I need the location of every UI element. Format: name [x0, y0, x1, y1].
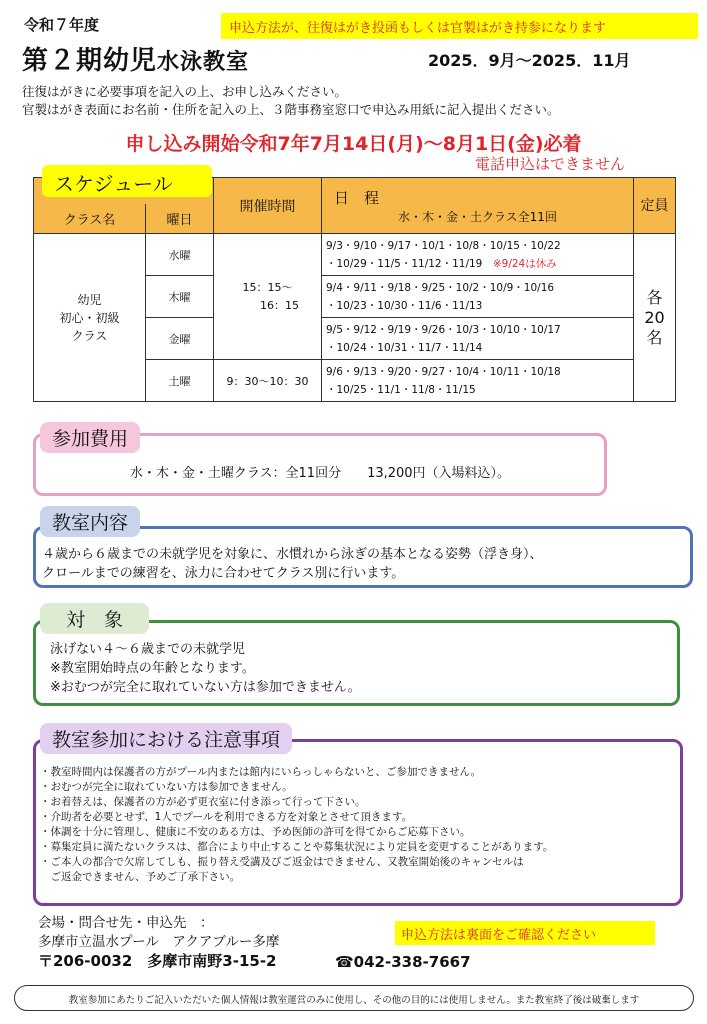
target-line: ※おむつが完全に取れていない方は参加できません。	[50, 680, 361, 695]
no-phone-notice: 電話申込はできません	[475, 155, 626, 173]
list-item: ・おむつが完全に取れていない方は参加できません。	[40, 781, 293, 793]
venue-phone: ☎042-338-7667	[335, 953, 471, 971]
intro-text	[22, 83, 560, 119]
notes-list	[40, 765, 553, 885]
application-deadline: 申し込み開始令和7年7月14日(月)～8月1日(金)必着	[125, 133, 582, 155]
fiscal-year-label: 令和７年度	[24, 16, 100, 34]
list-item: ・ご本人の都合で欠席してしも、振り替え受講及びご返金はできません、又教室開始後のキャンセルは	[40, 856, 524, 868]
dates-line: 9/5・9/12・9/19・9/26・10/3・10/10・10/17	[326, 323, 561, 336]
venue-label: 会場・問合せ先・申込先 ：	[38, 915, 214, 931]
day-saturday: 土曜	[146, 360, 214, 402]
header-time: 開催時間	[214, 178, 322, 234]
header-day: 曜日	[146, 204, 214, 234]
title-children: 幼児	[103, 46, 158, 76]
course-period: 2025．9月～2025．11月	[428, 51, 631, 70]
target-line: 泳げない４～６歳までの未就学児	[50, 642, 246, 657]
dates-line: ・10/23・10/30・11/6・11/13	[326, 299, 483, 312]
dates-line: 9/4・9/11・9/18・9/25・10/2・10/9・10/16	[326, 281, 555, 294]
schedule-table	[33, 177, 676, 402]
list-item: ・介助者を必要とせず、1人でプールを利用できる方を対象とさせて頂きます。	[40, 811, 412, 823]
day-thursday: 木曜	[146, 276, 214, 318]
dates-line: 9/3・9/10・9/17・10/1・10/8・10/15・10/22	[326, 239, 561, 252]
schedule-label: スケジュール	[42, 165, 212, 197]
intro-line: 官製はがき表面にお名前・住所を記入の上、３階事務室窓口で申込み用紙に記入提出ください。	[22, 102, 560, 117]
class-name-line: クラス	[71, 328, 108, 343]
capacity-line: 20	[644, 307, 665, 327]
header-dates-sub: 水・木・金・土クラス全11回	[398, 209, 557, 224]
privacy-notice: 教室参加にあたりご記入いただいた個人情報は教室運営のみに使用し、その他の目的には使用しません。また教室終了後は破棄します	[14, 985, 694, 1011]
fee-label: 参加費用	[40, 422, 140, 453]
time-weekday-cell	[214, 234, 322, 360]
title-swim-class: 水泳教室	[157, 50, 250, 75]
list-item: ・お着替えは、保護者の方が必ず更衣室に付き添って行って下さい。	[40, 796, 366, 808]
notes-label: 教室参加における注意事項	[40, 723, 292, 754]
intro-line: 往復はがきに必要事項を記入の上、お申し込みください。	[22, 84, 348, 99]
content-line: クロールまでの練習を、泳力に合わせてクラス別に行います。	[42, 566, 405, 581]
target-label: 対 象	[40, 603, 149, 634]
holiday-note: ※9/24は休み	[492, 257, 557, 270]
target-line: ※教室開始時点の年齢となります。	[50, 661, 255, 676]
title-term: 第２期	[22, 46, 104, 76]
dates-thursday	[322, 276, 634, 318]
content-line: ４歳から６歳までの未就学児を対象に、水慣れから泳ぎの基本となる姿勢（浮き身）、	[42, 547, 543, 562]
dates-line: ・10/24・10/31・11/7・11/14	[326, 341, 483, 354]
header-capacity: 定員	[634, 178, 676, 234]
dates-line: ・10/25・11/1・11/8・11/15	[326, 383, 476, 396]
list-item: ・体調を十分に管理し、健康に不安のある方は、予め医師の許可を得てからご応募下さい。	[40, 826, 471, 838]
class-name-cell	[34, 234, 146, 402]
dates-saturday	[322, 360, 634, 402]
day-wednesday: 水曜	[146, 234, 214, 276]
time-weekday-end: 16：15	[260, 298, 299, 312]
list-item: ・募集定員に満たないクラスは、都合により中止することや募集状況により定員を変更することがあります。	[40, 841, 554, 853]
capacity-line: 各	[646, 287, 663, 307]
capacity-line: 名	[646, 327, 663, 347]
header-dates	[322, 178, 634, 234]
application-method-notice: 申込方法が、往復はがき投函もしくは官製はがき持参になります	[221, 13, 698, 39]
time-saturday: 9：30～10：30	[214, 360, 322, 402]
target-text	[50, 640, 361, 697]
dates-friday	[322, 318, 634, 360]
day-friday: 金曜	[146, 318, 214, 360]
time-weekday-start: 15：15～	[242, 280, 293, 294]
content-text	[42, 545, 543, 583]
dates-line: 9/6・9/13・9/20・9/27・10/4・10/11・10/18	[326, 365, 561, 378]
list-item: ご返金できません、予めご了承下さい。	[40, 871, 241, 883]
capacity-cell	[634, 234, 676, 402]
header-dates-title: 日 程	[334, 188, 380, 207]
venue-address: 〒206-0032 多摩市南野3-15-2	[38, 952, 277, 970]
fee-text: 水・木・金・土曜クラス：全11回分 13,200円（入場料込）。	[129, 466, 511, 481]
page-title	[22, 40, 249, 77]
header-class: クラス名	[34, 204, 146, 234]
class-name-line: 初心・初級	[59, 310, 120, 325]
content-label: 教室内容	[40, 506, 140, 537]
dates-wednesday	[322, 234, 634, 276]
dates-line	[326, 255, 629, 273]
list-item: ・教室時間内は保護者の方がプール内または館内にいらっしゃらないと、ご参加できません。	[40, 766, 482, 778]
back-side-notice: 申込方法は裏面をご確認ください	[395, 921, 655, 945]
venue-name: 多摩市立温水プール アクアブルー多摩	[38, 934, 280, 950]
venue-info	[38, 914, 279, 971]
class-name-line: 幼児	[77, 292, 102, 307]
dates-line-text: ・10/29・11/5・11/12・11/19	[326, 257, 483, 270]
